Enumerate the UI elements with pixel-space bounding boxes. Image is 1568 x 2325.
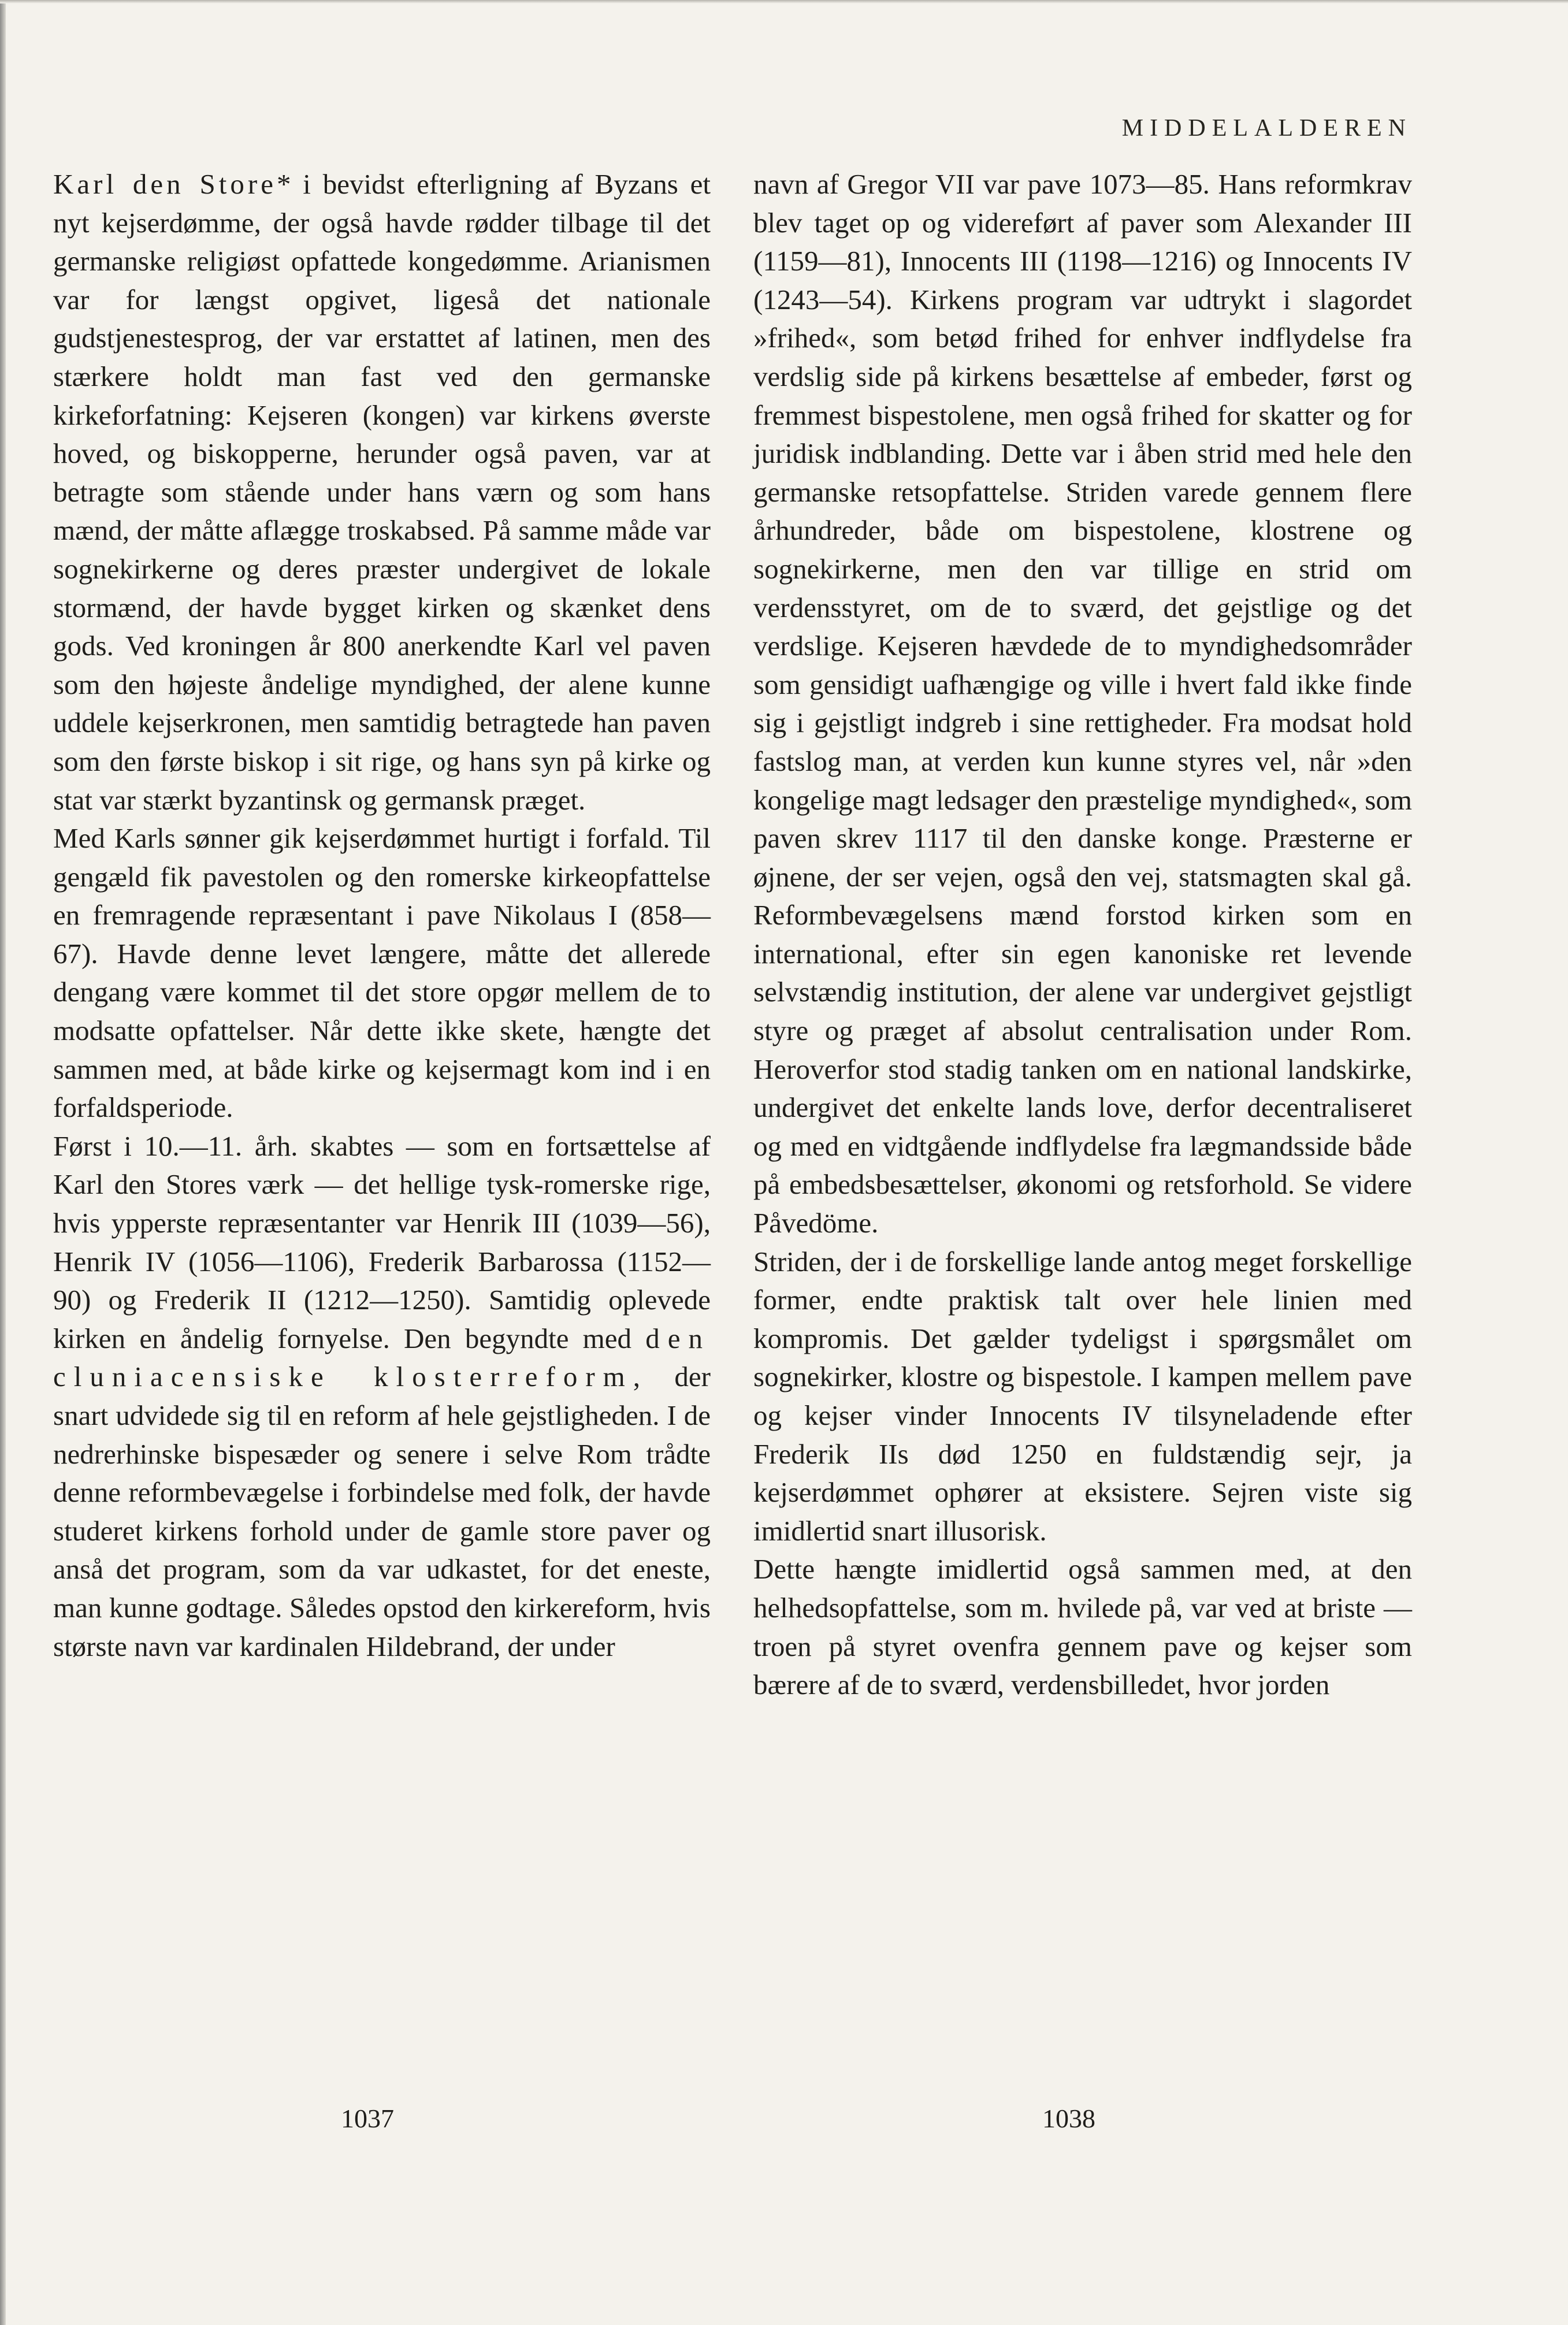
paragraph-text: Dette hængte imidlertid også sammen med, at den helhedsopfattelse, som m. hvilede på, var ved at briste — troen på styret ovenfra gennem pave og kejser som bærere af de to sværd, verdensbilledet, hvor jorden (753, 1553, 1412, 1701)
paragraph (753, 1550, 1412, 1704)
spaced-lead: Karl den Store (53, 168, 277, 200)
page-number-right: 1038 (1042, 2104, 1095, 2133)
page-number-left: 1037 (341, 2104, 394, 2133)
left-column (53, 165, 711, 1666)
running-head: MIDDELALDEREN (1121, 115, 1412, 142)
paragraph-text: Med Karls sønner gik kejserdømmet hurtigt i forfald. Til gengæld fik pavestolen og den romerske kirkeopfattelse en fremragende repræsentant i pave Nikolaus I (858—67). Havde denne levet længere, måtte det allerede dengang være kommet til det store opgør mellem de to modsatte opfattelser. Når dette ikke skete, hængte det sammen med, at både kirke og kejsermagt kom ind i en forfaldsperiode. (53, 822, 711, 1124)
spaced-emphasis: den cluniacensiske klosterreform (53, 1322, 711, 1393)
paragraph-text: * i bevidst efterligning af Byzans et nyt kejserdømme, der også havde rødder tilbage til det germanske religiøst opfattede kongedømme. Arianismen var for længst opgivet, ligeså det nationale gudstjenestesprog, der var erstattet af latinen, men des stærkere holdt man fast ved den germanske kirkeforfatning: Kejseren (kongen) var kirkens øverste hoved, og biskopperne, herunder også paven, var at betragte som stående under hans værn og som hans mænd, der måtte aflægge troskabsed. På samme måde var sognekirkerne og deres præster undergivet de lokale stormænd, der havde bygget kirken og skænket dens gods. Ved kroningen år 800 anerkendte Karl vel paven som den højeste åndelige myndighed, der alene kunne uddele kejserkronen, men samtidig betragtede han paven som den første biskop i sit rige, og hans syn på kirke og stat var stærkt byzantinsk og germansk præget. (53, 168, 711, 816)
paragraph-text: Striden, der i de forskellige lande antog meget forskellige former, endte praktisk talt over hele linien med kompromis. Det gælder tydeligst i spørgsmålet om sognekirker, klostre og bispestole. I kampen mellem pave og kejser vinder Innocents IV tilsyneladende efter Frederik IIs død 1250 en fuldstændig sejr, ja kejserdømmet ophører at eksistere. Sejren viste sig imidlertid snart illusorisk. (753, 1245, 1412, 1547)
paragraph-text: , der snart udvidede sig til en reform af hele gejstligheden. I de nedrerhinske bispesæder og senere i selve Rom trådte denne reformbevægelse i forbindelse med folk, der havde studeret kirkens forhold under de gamle store paver og anså det program, som da var udkastet, for det eneste, man kunne godtage. Således opstod den kirkereform, hvis største navn var kardinalen Hildebrand, der under (53, 1361, 711, 1662)
paragraph (53, 819, 711, 1127)
paragraph (53, 1127, 711, 1666)
page-edge-shadow (0, 0, 6, 2325)
paragraph (753, 1243, 1412, 1551)
paragraph-text: Først i 10.—11. årh. skabtes — som en fortsættelse af Karl den Stores værk — det hellige tysk-romerske rige, hvis ypperste repræsentanter var Henrik III (1039—56), Henrik IV (1056—1106), Frederik Barbarossa (1152—90) og Frederik II (1212—1250). Samtidig oplevede kirken en åndelig fornyelse. Den begyndte med (53, 1130, 711, 1354)
page-top-edge (0, 0, 1568, 3)
paragraph-text: navn af Gregor VII var pave 1073—85. Hans reformkrav blev taget op og videreført af paver som Alexander III (1159—81), Innocents III (1198—1216) og Innocents IV (1243—54). Kirkens program var udtrykt i slagordet »frihed«, som betød frihed for enhver indflydelse fra verdslig side på kirkens besættelse af embeder, først og fremmest bispestolene, men også frihed for skatter og for juridisk indblanding. Dette var i åben strid med hele den germanske retsopfattelse. Striden varede gennem flere århundreder, både om bispestolene, klostrene og sognekirkerne, men den var tillige en strid om verdensstyret, om de to sværd, det gejstlige og det verdslige. Kejseren hævdede de to myndighedsområder som gensidigt uafhængige og ville i hvert fald ikke finde sig i gejstligt indgreb i sine rettigheder. Fra modsat hold fastslog man, at verden kun kunne styres vel, når »den kongelige magt ledsager den præstelige myndighed«, som paven skrev 1117 til den danske konge. Præsterne er øjnene, der ser vejen, også den vej, statsmagten skal gå. Reformbevægelsens mænd forstod kirken som en international, efter sin egen kanoniske ret levende selvstændig institution, der alene var undergivet gejstligt styre og præget af absolut centralisation under Rom. Heroverfor stod stadig tanken om en national landskirke, undergivet det enkelte lands love, derfor decentraliseret og med en vidtgående indflydelse fra lægmandsside både på embedsbesættelser, økonomi og retsforhold. Se videre Påvedöme. (753, 168, 1412, 1239)
paragraph (753, 165, 1412, 1243)
paragraph (53, 165, 711, 819)
right-column (753, 165, 1412, 1704)
